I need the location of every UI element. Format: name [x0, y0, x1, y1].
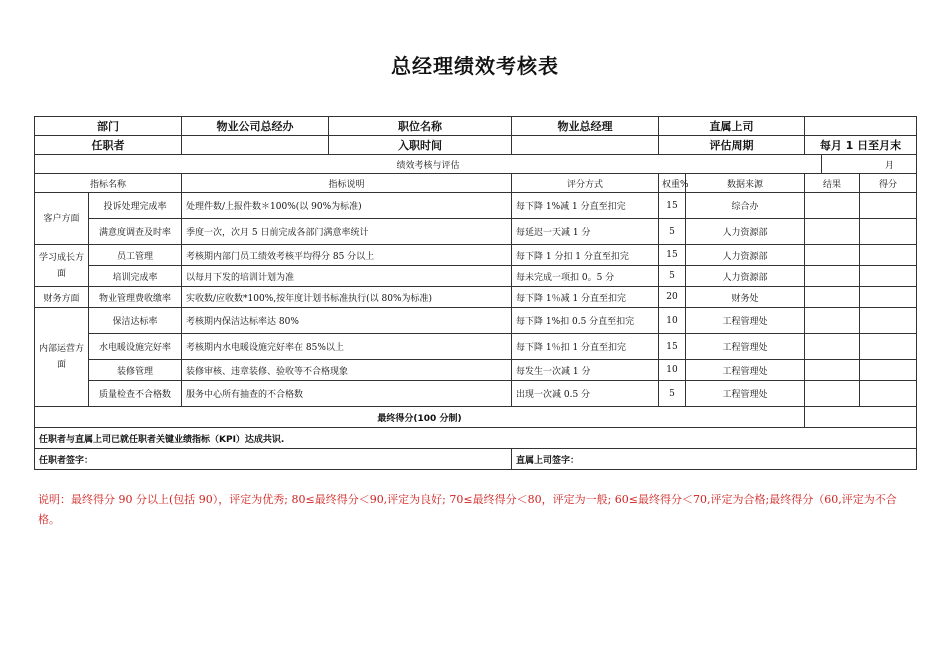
position-label: 职位名称 [329, 117, 512, 136]
category-learning: 学习成长方面 [35, 245, 89, 287]
weight: 15 [659, 193, 686, 219]
table-row [35, 360, 917, 381]
section-title: 绩效考核与评估 [35, 155, 822, 174]
indicator-name: 装修管理 [89, 360, 182, 381]
data-source: 人力资源部 [686, 245, 805, 266]
header-row-1 [35, 117, 917, 136]
data-source: 工程管理处 [686, 360, 805, 381]
col-score: 得分 [860, 174, 917, 193]
table-row [35, 334, 917, 360]
col-indicator: 指标名称 [35, 174, 182, 193]
indicator-name: 员工管理 [89, 245, 182, 266]
section-row [35, 155, 917, 174]
result-cell[interactable] [805, 245, 860, 266]
table-row [35, 381, 917, 407]
table-row [35, 308, 917, 334]
indicator-name: 水电暖设施完好率 [89, 334, 182, 360]
score-cell[interactable] [860, 381, 917, 407]
indicator-name: 质量检查不合格数 [89, 381, 182, 407]
evaluation-note: 说明：最终得分 90 分以上(包括 90），评定为优秀; 80≤最终得分＜90,评定为良好; 70≤最终得分＜80，评定为一般; 60≤最终得分＜70,评定为合格;最终得分（60,评定为不合格。 [38, 493, 897, 526]
header-row-2 [35, 136, 917, 155]
scoring-method: 每下降 1％减 1 分直至扣完 [512, 287, 659, 308]
period-value: 每月 1 日至月末 [805, 136, 917, 155]
signature-row [35, 449, 917, 470]
weight: 20 [659, 287, 686, 308]
supervisor-signature[interactable]: 直属上司签字： [512, 449, 917, 470]
scoring-method: 出现一次减 0.5 分 [512, 381, 659, 407]
result-cell[interactable] [805, 334, 860, 360]
period-label: 评估周期 [659, 136, 805, 155]
score-cell[interactable] [860, 266, 917, 287]
table-row [35, 245, 917, 266]
result-cell[interactable] [805, 308, 860, 334]
category-customer: 客户方面 [35, 193, 89, 245]
col-desc: 指标说明 [182, 174, 512, 193]
scoring-method: 每下降 1%减 1 分直至扣完 [512, 193, 659, 219]
final-score-label: 最终得分(100 分制) [35, 407, 805, 428]
indicator-desc: 考核期内水电暖设施完好率在 85%以上 [182, 334, 512, 360]
holder-value[interactable] [182, 136, 329, 155]
col-result: 结果 [805, 174, 860, 193]
entry-label: 入职时间 [329, 136, 512, 155]
dept-value[interactable]: 物业公司总经办 [182, 117, 329, 136]
indicator-name: 投诉处理完成率 [89, 193, 182, 219]
holder-signature[interactable]: 任职者签字： [35, 449, 512, 470]
col-weight: 权重% [659, 174, 686, 193]
result-cell[interactable] [805, 360, 860, 381]
consensus-row [35, 428, 917, 449]
performance-table [34, 116, 917, 470]
indicator-name: 物业管理费收缴率 [89, 287, 182, 308]
indicator-name: 保洁达标率 [89, 308, 182, 334]
col-method: 评分方式 [512, 174, 659, 193]
weight: 5 [659, 219, 686, 245]
data-source: 人力资源部 [686, 266, 805, 287]
score-cell[interactable] [860, 308, 917, 334]
result-cell[interactable] [805, 381, 860, 407]
weight: 10 [659, 308, 686, 334]
score-cell[interactable] [860, 193, 917, 219]
score-cell[interactable] [860, 219, 917, 245]
weight: 10 [659, 360, 686, 381]
indicator-name: 培训完成率 [89, 266, 182, 287]
scoring-method: 每延迟一天减 1 分 [512, 219, 659, 245]
indicator-name: 满意度调查及时率 [89, 219, 182, 245]
final-score-row [35, 407, 917, 428]
month-label: 月 [822, 155, 917, 174]
weight: 5 [659, 266, 686, 287]
weight: 15 [659, 245, 686, 266]
data-source: 工程管理处 [686, 308, 805, 334]
indicator-desc: 考核期内保洁达标率达 80% [182, 308, 512, 334]
indicator-desc: 实收数/应收数*100%,按年度计划书标准执行(以 80%为标准) [182, 287, 512, 308]
result-cell[interactable] [805, 287, 860, 308]
consensus-text: 任职者与直属上司已就任职者关键业绩指标（KPI）达成共识. [35, 428, 917, 449]
page-title: 总经理绩效考核表 [391, 54, 559, 78]
indicator-desc: 装修审核、违章装修、验收等不合格现象 [182, 360, 512, 381]
col-source: 数据来源 [686, 174, 805, 193]
score-cell[interactable] [860, 287, 917, 308]
table-row [35, 219, 917, 245]
indicator-desc: 季度一次，次月 5 日前完成各部门满意率统计 [182, 219, 512, 245]
final-score-value[interactable] [805, 407, 917, 428]
weight: 15 [659, 334, 686, 360]
scoring-method: 每发生一次减 1 分 [512, 360, 659, 381]
data-source: 人力资源部 [686, 219, 805, 245]
indicator-desc: 处理件数/上报件数＊100%(以 90%为标准) [182, 193, 512, 219]
category-finance: 财务方面 [35, 287, 89, 308]
table-row [35, 193, 917, 219]
result-cell[interactable] [805, 193, 860, 219]
indicator-desc: 服务中心所有抽查的不合格数 [182, 381, 512, 407]
score-cell[interactable] [860, 334, 917, 360]
data-source: 财务处 [686, 287, 805, 308]
weight: 5 [659, 381, 686, 407]
result-cell[interactable] [805, 219, 860, 245]
dept-label: 部门 [35, 117, 182, 136]
data-source: 综合办 [686, 193, 805, 219]
entry-value[interactable] [512, 136, 659, 155]
indicator-desc: 考核期内部门员工绩效考核平均得分 85 分以上 [182, 245, 512, 266]
supervisor-value[interactable] [805, 117, 917, 136]
result-cell[interactable] [805, 266, 860, 287]
score-cell[interactable] [860, 245, 917, 266]
scoring-method: 每下降 1 分扣 1 分直至扣完 [512, 245, 659, 266]
scoring-method: 每下降 1％扣 1 分直至扣完 [512, 334, 659, 360]
category-internal: 内部运营方面 [35, 308, 89, 407]
score-cell[interactable] [860, 360, 917, 381]
scoring-method: 每下降 1%扣 0.5 分直至扣完 [512, 308, 659, 334]
supervisor-label: 直属上司 [659, 117, 805, 136]
table-row [35, 287, 917, 308]
data-source: 工程管理处 [686, 381, 805, 407]
indicator-desc: 以每月下发的培训计划为准 [182, 266, 512, 287]
holder-label: 任职者 [35, 136, 182, 155]
column-header-row [35, 174, 917, 193]
scoring-method: 每未完成一项扣 0。5 分 [512, 266, 659, 287]
table-row [35, 266, 917, 287]
data-source: 工程管理处 [686, 334, 805, 360]
position-value[interactable]: 物业总经理 [512, 117, 659, 136]
